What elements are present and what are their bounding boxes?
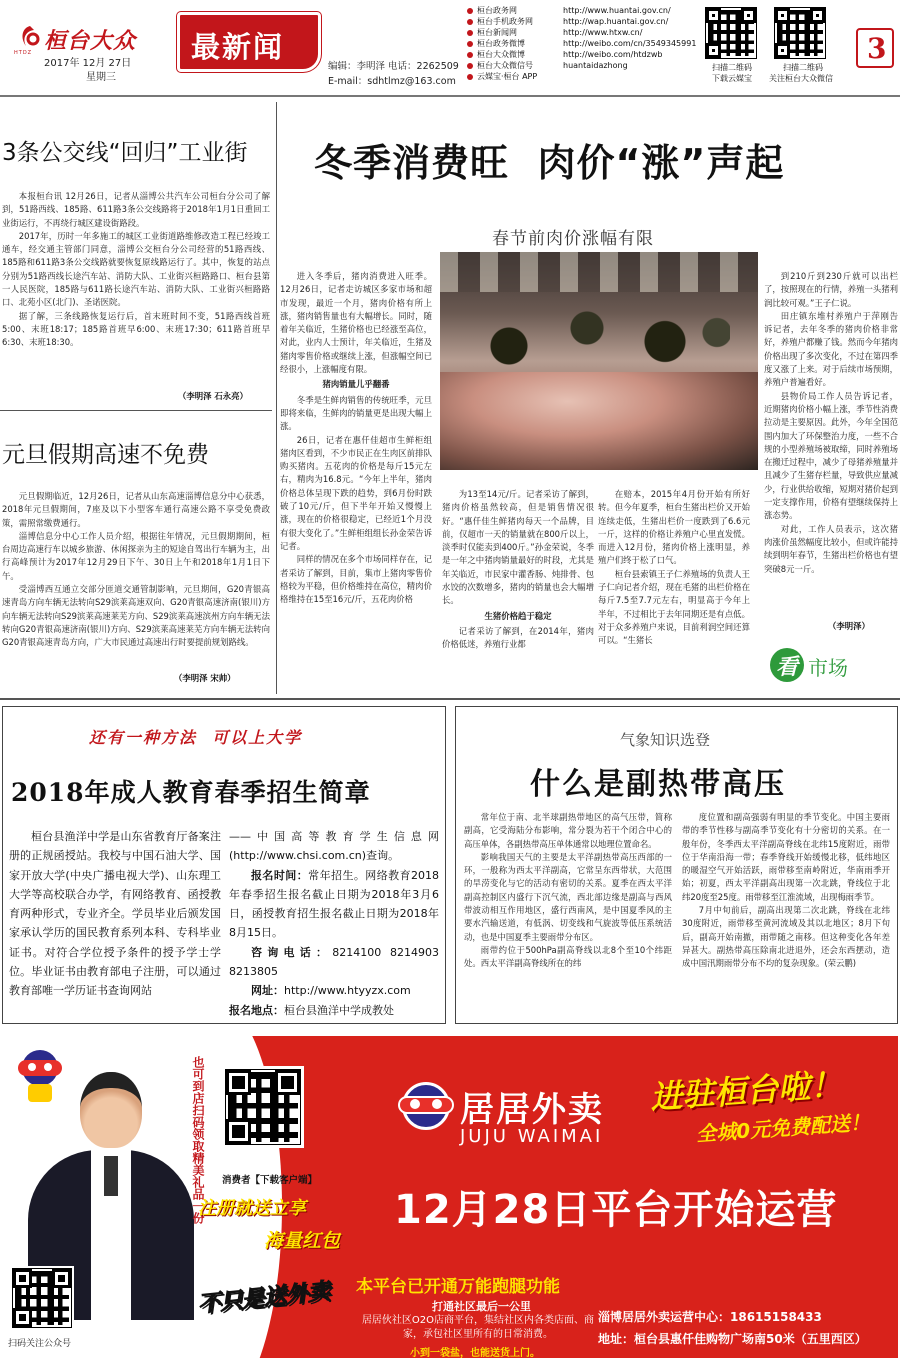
link-item[interactable]	[467, 61, 703, 72]
link-name: 桓台大众微博	[477, 50, 525, 59]
logo-text: 桓台大众	[44, 28, 137, 54]
spokesperson-tie	[104, 1156, 118, 1196]
link-name: 桓台手机政务网	[477, 17, 533, 26]
column-tag-glyph: 看	[776, 655, 799, 680]
qr-wechat-caption-2: 关注桓台大众微信	[769, 74, 833, 83]
paragraph: 田庄镇东堆村养殖户于萍刚告诉记者，去年冬季的猪肉价格非常好，养殖户都赚了钱。然而今年猪肉价格出现了多次变化，不过在第四季度又涨了上来。对于后续市场预期，养殖户普遍看好。	[764, 310, 898, 388]
qr-wechat[interactable]	[775, 8, 825, 58]
article-kicker: 气象知识选登	[620, 731, 711, 749]
logo	[14, 16, 164, 56]
article-meat	[280, 102, 898, 694]
page-number: 3	[856, 28, 894, 68]
subhead: 生猪价格趋于稳定	[484, 610, 552, 621]
launch-date: 12月28日平台开始运营	[394, 1187, 838, 1233]
feature-title: 本平台已开通万能跑腿功能	[356, 1277, 560, 1297]
feature-desc: 居居伙社区O2O店商平台，集结社区内各类店面、商家，承包社区里所有的日常消费。	[361, 1315, 595, 1340]
paragraph: 对此，工作人员表示，这次猪肉涨价虽然幅度比较小，但或许能持续到明年春节，生猪出栏价格也有望突破8元一斤。	[764, 523, 898, 574]
paragraph: 26日，记者在惠仟佳超市生鲜柜组猪肉区看到，不少市民正在生肉区前排队购买猪肉。五花肉的价格是每斤15元左右，精肉为16.8元。“今年上半年，猪肉价格总体呈现下跌的趋势，到6月份时跌破了10元/斤，但下半年开始又慢慢上涨，现在的价格很稳定，已经近1个月没有很大变化了。”生鲜柜组组长孙金荣告诉记者。	[280, 434, 432, 551]
info-row	[229, 981, 439, 1000]
paragraph: 元旦假期临近，12月26日，记者从山东高速淄博信息分中心获悉，2018年元旦假期间，7座及以下小型客车通行高速公路不享受免费政策，需照常缴费通行。	[2, 491, 270, 528]
link-name: 桓台政务微博	[477, 39, 525, 48]
divider	[0, 698, 900, 700]
paragraph: 淄博信息分中心工作人员介绍，根据往年情况，元旦假期期间，桓台周边高速行车以城乡旅游、休闲探亲为主的短途自驾出行车辆为主，出行高峰预计为2017年12月29日下午、30日上午和2018年1月1日下午。	[2, 530, 270, 581]
brand-name-en: JUJU WAIMAI	[460, 1126, 604, 1147]
feature-subtitle: 打通社区最后一公里	[432, 1300, 531, 1313]
article-education	[2, 706, 446, 1024]
subhead: 猪肉销量儿乎翻番	[322, 379, 390, 390]
ad-badge	[198, 1276, 354, 1346]
article-kicker: 还有一种方法 可以上大学	[89, 728, 303, 747]
link-url[interactable]: http://www.htxw.cn/	[563, 28, 643, 37]
article-bus	[2, 102, 270, 402]
link-name: 桓台新闻网	[477, 28, 517, 37]
info-value: 8214100 8214903 8213805	[229, 945, 439, 979]
qr-app-caption-1: 扫描二维码	[712, 63, 752, 72]
info-label: 网址：	[251, 984, 284, 998]
info-row	[229, 866, 439, 943]
advertisement	[2, 1036, 898, 1358]
bullet-icon	[467, 74, 473, 80]
paragraph: 同样的情况在多个市场同样存在，记者采访了解到，目前，集市上猪肉零售价格较为平稳，但价格维持在高位，精肉价格维持在15至16元/斤，五花肉价格	[280, 554, 432, 605]
link-url[interactable]: http://wap.huantai.gov.cn/	[563, 17, 669, 26]
link-name: 云媒宝·桓台 APP	[477, 72, 538, 81]
paragraph: 记者采访了解到，在2014年，猪肉价格低迷，养殖行业都	[442, 625, 594, 650]
masthead	[0, 0, 900, 98]
link-item[interactable]	[467, 6, 703, 17]
ad-vertical-text: 也可到店扫码领取精美礼品一份	[191, 1056, 205, 1224]
brand-mascot-icon	[398, 1082, 454, 1142]
byline: （李明泽 石永亮）	[178, 391, 248, 401]
article-body-left: 桓台县渔洋中学是山东省教育厅备案注册的正规函授站。我校与中国石油大学、国家开放大学(中央广播电视大学)、山东理工大学等高校联合办学，有网络教育、函授教育两种形式，专业齐全。学员毕业后颁发国家承认学历的国民教育系列本科、专科毕业证书。对符合学位授予条件的授予学士学位。毕业证书由教育部电子注册，可以通过教育部唯一学历证书查询网站	[9, 830, 221, 998]
paragraph: 进入冬季后，猪肉消费进入旺季。12月26日，记者走访城区多家市场和超市发现，最近一个月，猪肉价格有所上涨，猪肉销售量也有大幅增长。同时，随着年关临近，生猪价格也已经涨至高位，对此，业内人士预计，年关临近，生猪及猪肉零售价格或继续上涨，但涨幅空间已经很小，上涨幅度有限。	[280, 271, 432, 375]
paragraph: 常年位于南、北半球副热带地区的高气压带，简称副高，它受海陆分布影响，常分裂为若干个闭合中心的高压单体，各副热带高压单体通常以地理位置命名。	[464, 812, 672, 849]
paragraph: 桓台县索镇王子仁养殖场的负责人王子仁向记者介绍，现在毛猪的出栏价格在每斤7.5至7.7元左右，明显高于今年上半年，不过相比于去年同期还是有点低。对于众多养殖户来说，目前利润空间还算可以。“生猪长	[598, 568, 750, 646]
issue-date: 2017年 12月 27日	[44, 58, 132, 69]
paragraph: 为13至14元/斤。记者采访了解到，猪肉价格虽然较高，但是销售情况很好。“惠仟佳生鲜猪肉每天一个品牌，目前，仅超市一天的销量就在800斤以上，淡季时仅能卖到400斤。”孙金荣说，冬季是一年之中猪肉销量最好的时段，尤其是年关临近，市民家中灌香肠、炖排骨、包水饺的次数增多，猪肉的销量也会大幅增长。	[442, 489, 594, 606]
article-column-4	[764, 270, 898, 642]
issue-weekday: 星期三	[86, 72, 116, 83]
link-url[interactable]: huantaidazhong	[563, 61, 628, 70]
bullet-icon	[467, 63, 473, 69]
bullet-icon	[467, 52, 473, 58]
brand-name-cn: 居居外卖	[460, 1090, 604, 1130]
article-column-2	[442, 488, 594, 690]
bullet-icon	[467, 8, 473, 14]
ad-slogan-2: 海量红包	[264, 1230, 341, 1252]
link-item[interactable]	[467, 17, 703, 28]
article-column-1	[280, 270, 432, 690]
website-link[interactable]: http://www.htyyzx.com	[284, 984, 411, 998]
column-tag-label: 市场	[808, 656, 848, 680]
ad-qr-client[interactable]	[222, 1066, 304, 1148]
paragraph: 在赔本，2015年4月份开始有所好转。但今年夏季，桓台生猪出栏价又开始连续走低，生猪出栏价一度跌到了6.6元一斤，这样的价格让养殖户心里直发慌。而进入12月份，猪肉价格上涨明显，养殖户们终于松了口气。	[598, 489, 750, 566]
link-url[interactable]: http://www.huantai.gov.cn/	[563, 6, 671, 15]
article-title: 3条公交线“回归”工业街	[2, 140, 248, 166]
article-column-3	[598, 488, 750, 690]
paragraph: 影响我国天气的主要是太平洋副热带高压西部的一环，一般称为西太平洋副高，它常呈东西带状，大范围的旱涝变化与它的活动有密切的关系。夏季在西太平洋副高控制区内盛行下沉气流，西北部边缘是副高与西风带波动相互作用地区，盛行西南风，是中国夏季风的主要水汽输送道，有低涡、切变线和气旋波等低压系统活动，也是中国夏季主要雨带分布区。	[464, 851, 672, 942]
qr-app-caption-2: 下载云媒宝	[712, 74, 752, 83]
article-headline: 冬季消费旺 肉价“涨”声起	[314, 141, 785, 185]
paragraph: 受淄博西互通立交部分匝道交通管制影响，元旦期间，G20青银高速青岛方向车辆无法转向S29滨莱高速双向、G20青银高速济南(银川)方向车辆无法转向S29滨莱高速莱芜方向、S29滨莱高速滨州方向车辆无法转向G20青银高速济南(银川)方向、S29滨莱高速莱芜方向车辆无法转向G20青银高速青岛方向，广大市民通过高速出行时要提前规划路线。	[2, 584, 270, 648]
logo-mark-icon	[18, 24, 42, 50]
logo-small: HTDZ	[14, 50, 33, 56]
info-row	[229, 943, 439, 982]
paragraph: 县物价局工作人员告诉记者，近期猪肉价格小幅上涨，季节性消费拉动是主要原因。此外，今年全国范围内加大了环保整治力度，一些不合规的小型养殖场被取缔，同时养殖场在搬迁过程中，减少了母猪养殖量并且减少了生猪存栏量，导致供应量减少，行业供给收缩，短期对猪价起到一定支撑作用，价格有望继续保持上涨态势。	[764, 390, 898, 521]
promo-line-2: 全城0元免费配送！	[695, 1109, 871, 1147]
paragraph: 本报桓台讯 12月26日，记者从淄博公共汽车公司桓台分公司了解到，51路西线、185路、611路3条公交线路将于2018年1月1日重回工业街运行，不再绕行城区建设街路段。	[2, 191, 270, 228]
article-subhead: 春节前肉价涨幅有限	[492, 229, 654, 249]
badge-text: 不只是送外卖	[197, 1279, 331, 1318]
article-title: 元旦假期高速不免费	[2, 442, 209, 468]
link-url[interactable]: http://weibo.com/htdzwb	[563, 50, 663, 59]
link-item[interactable]	[467, 72, 703, 83]
photo-people	[470, 292, 730, 382]
link-item[interactable]	[467, 28, 703, 39]
column-tag	[764, 644, 898, 684]
link-item[interactable]	[467, 39, 703, 50]
contact-center: 淄博居居外卖运营中心：18615158433	[598, 1310, 822, 1324]
paragraph: 7月中旬前后，副高出现第二次北跳，脊线在北纬30度附近，雨带移至黄河流域及其以北地区；8月下旬后，副高开始南撤，雨带随之南移。但这种变化各年差异甚大。副热带高压除南北进退外，还会东西摆动，造成中国汛期雨带分布不均的复杂现象。(荣云鹏)	[682, 905, 890, 969]
feature-tail: 小到一袋盐，也能送货上门。	[410, 1348, 540, 1358]
article-body-right	[229, 827, 439, 1021]
bullet-icon	[467, 30, 473, 36]
article-column-2	[682, 811, 890, 1019]
byline: （李明泽）	[828, 621, 870, 631]
link-name: 桓台政务网	[477, 6, 517, 15]
paragraph: 2017年，历时一年多施工的城区工业街道路维修改造工程已经竣工通车，经交通主管部门同意，淄博公交桓台分公司经营的51路西线、185路和611路3条公交线路就要恢复原线路运行了。其中，恢复的站点分别为51路西线长途汽车站、消防大队、工业街兴桓路路口、桓台县第一人民医院，185路与611路长途汽车站、消防大队、工业街兴桓路路口、北苑小区(北门)、圣诺医院。	[2, 230, 270, 308]
section-banner	[177, 12, 321, 72]
link-list	[467, 6, 703, 83]
photo-counter	[440, 372, 758, 470]
paragraph: ——中国高等教育学生信息网(http://www.chsi.com.cn)查询。	[229, 830, 439, 863]
article-title: 什么是副热带高压	[530, 767, 786, 802]
contact-address: 地址：桓台县惠仟佳购物广场南50米（五里西区）	[598, 1332, 867, 1346]
bullet-icon	[467, 41, 473, 47]
info-value: 桓台县渔洋中学成教处	[284, 1003, 394, 1017]
divider	[276, 102, 277, 694]
byline: （李明泽 宋帅）	[174, 673, 236, 683]
promo-line-1: 进驻桓台啦！	[649, 1065, 844, 1117]
market-photo	[440, 252, 758, 470]
info-value: 常年招生。网络教育2018年春季招生报名截止日期为2018年3月6日，函授教育招生报名截止日期为2018年8月15日。	[229, 868, 439, 940]
article-column-1	[464, 811, 672, 1019]
paragraph: 据了解，三条线路恢复运行后，首末班时间不变，51路西线首班5:00、末班18:17；185路首班早6:00、末班17:30；611路首班早6:30、末班18:30。	[2, 310, 270, 348]
article-weather	[455, 706, 898, 1024]
article-title: 2018年成人教育春季招生简章	[11, 778, 371, 807]
ad-qr-wechat-caption: 扫码关注公众号	[8, 1339, 72, 1349]
article-body	[2, 490, 270, 690]
paragraph: 冬季是生鲜肉销售的传统旺季，元旦即将来临，生鲜肉的销量更是出现大幅上涨。	[280, 394, 432, 432]
ad-qr-wechat[interactable]	[10, 1266, 74, 1330]
qr-wechat-caption-1: 扫描二维码	[783, 63, 823, 72]
editor-info: 编辑：李明泽 电话：2262509	[328, 61, 459, 72]
editor-email: E-mail：sdhtlmz@163.com	[328, 76, 456, 87]
brand-logo	[398, 1082, 638, 1152]
photo-lights	[440, 252, 758, 292]
section-title: 最新闻	[191, 30, 285, 64]
paragraph: 到210斤到230斤就可以出栏了，按照现在的行情，养殖一头猪利润比较可观。”王子仁说。	[764, 271, 898, 308]
spokesperson-head	[80, 1072, 142, 1148]
link-url[interactable]: http://weibo.com/cn/3549345991	[563, 39, 697, 48]
ad-slogan-1: 注册就送立享	[198, 1198, 306, 1219]
link-item[interactable]	[467, 50, 703, 61]
paragraph: 度位置和副高强弱有明显的季节变化。中国主要雨带的季节性移与副高季节变化有十分密切的关系。在一般年份，冬季西太平洋副高脊线在北纬15度附近，雨带位于华南沿海一带；春季脊线开始缓慢北移，低纬地区的暖湿空气开始活跃，雨带移至南岭附近，华南雨季开始；初夏，西太平洋副高出现第一次北跳，脊线位于北纬20度至25度。雨带移至江淮流域，出现梅雨季节。	[682, 812, 890, 902]
info-row	[229, 1001, 439, 1020]
masthead-rule	[0, 95, 900, 97]
info-label: 咨询电话：	[251, 945, 333, 959]
ad-qr-caption: 消费者【下载客户端】	[222, 1175, 318, 1186]
link-name: 桓台大众微信号	[477, 61, 533, 70]
info-label: 报名时间：	[251, 868, 309, 882]
article-body	[2, 190, 270, 390]
article-highway	[2, 416, 270, 702]
qr-app[interactable]	[706, 8, 756, 58]
bullet-icon	[467, 19, 473, 25]
info-label: 报名地点：	[229, 1003, 284, 1017]
divider	[0, 410, 272, 411]
paragraph: 雨带约位于500hPa副高脊线以北8个至10个纬距处。西太平洋副高脊线所在的纬	[464, 944, 672, 969]
